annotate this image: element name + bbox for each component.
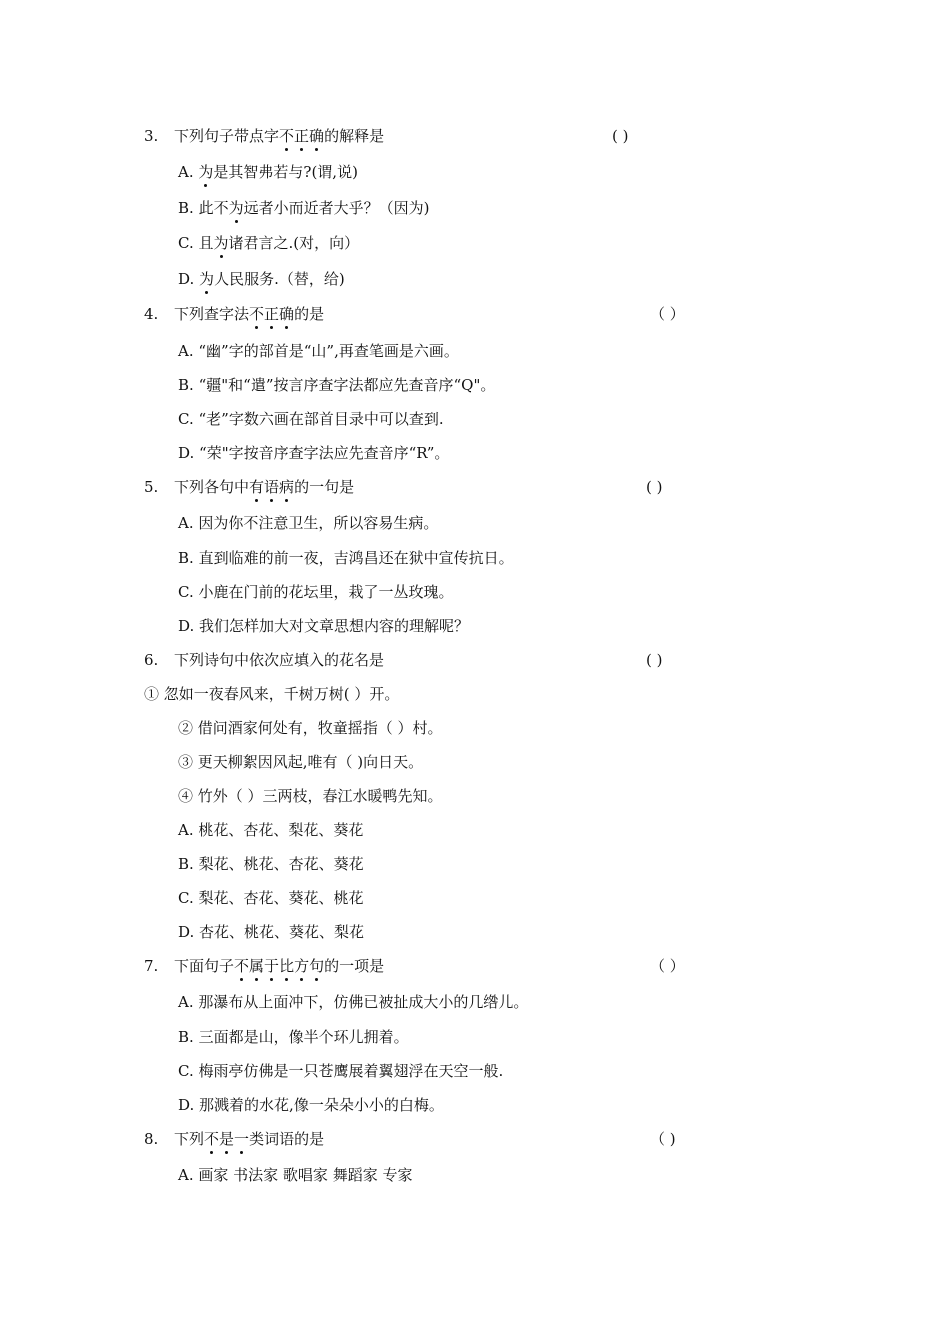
option-text: 小鹿在门前的花坛里，栽了一丛玫瑰。: [198, 583, 454, 601]
option-text: 是其智弗若与?(谓,说): [213, 163, 358, 181]
question-number: 7.: [144, 957, 159, 975]
question-6-option-a: [178, 820, 363, 842]
dotted-char: 属: [249, 957, 265, 975]
option-text: 杏花、桃花、葵花、梨花: [199, 923, 365, 941]
option-text: “幽”字的部首是“山”,再查笔画是六画。: [198, 342, 459, 360]
option-text: 直到临难的前一夜，吉鸿昌还在狱中宣传抗日。: [198, 549, 514, 567]
option-label: B.: [178, 376, 194, 394]
option-text: 梨花、桃花、杏花、葵花: [198, 855, 364, 873]
answer-blank[interactable]: （ ）: [650, 305, 685, 323]
question-6-option-d: [178, 922, 364, 944]
answer-blank[interactable]: ( ): [612, 127, 629, 145]
stem-text: 下面句子: [174, 957, 235, 975]
question-4-option-c: [178, 409, 444, 431]
poem-line-3: ③ 更天柳絮因风起,唯有（ )向日天。: [178, 753, 424, 771]
option-text: 诸君言之.(对，向）: [228, 234, 360, 252]
question-6-option-c: [178, 888, 364, 910]
option-label: D.: [178, 617, 195, 635]
option-label: A.: [178, 514, 194, 532]
option-text: 因为你不注意卫生，所以容易生病。: [198, 514, 439, 532]
option-text: “老”字数六画在部首目录中可以查到.: [198, 410, 444, 428]
dotted-char: 正: [294, 127, 310, 145]
question-number: 8.: [144, 1130, 159, 1148]
question-3-option-a: [178, 162, 358, 184]
dotted-char: 为: [198, 163, 214, 181]
dotted-char: 不: [204, 1130, 220, 1148]
dotted-char: 为: [199, 270, 215, 288]
question-3-option-b: [178, 198, 429, 220]
stem-text: 的一句是: [294, 478, 355, 496]
question-7-option-a: [178, 992, 528, 1014]
dotted-char: 方: [294, 957, 310, 975]
option-label: B.: [178, 549, 194, 567]
question-5-option-c: [178, 582, 454, 604]
question-number: 6.: [144, 651, 159, 669]
option-text: 远者小而近者大乎？（因为): [243, 199, 430, 217]
dotted-char: 语: [264, 478, 280, 496]
stem-text: 类词语的是: [249, 1130, 325, 1148]
stem-text: 的一项是: [324, 957, 385, 975]
option-text: 此不: [198, 199, 229, 217]
question-4-option-d: [178, 443, 449, 465]
question-8-stem: [144, 1129, 324, 1151]
question-6-stem: [144, 650, 384, 672]
dotted-char: 不: [234, 957, 250, 975]
stem-text: 下列: [174, 1130, 205, 1148]
question-7-option-b: [178, 1027, 409, 1049]
option-label: C.: [178, 234, 194, 252]
question-3-option-d: [178, 269, 345, 291]
option-label: D.: [178, 270, 195, 288]
option-text: 梅雨亭仿佛是一只苍鹰展着翼翅浮在天空一般.: [198, 1062, 504, 1080]
option-label: A.: [178, 993, 194, 1011]
dotted-char: 正: [264, 305, 280, 323]
option-text: “荣"字按音序查字法应先查音序“R”。: [199, 444, 450, 462]
option-label: A.: [178, 342, 194, 360]
answer-blank[interactable]: ( ): [646, 651, 663, 669]
option-text: 那溅着的水花,像一朵朵小小的白梅。: [199, 1096, 444, 1114]
question-number: 5.: [144, 478, 159, 496]
question-4-stem: [144, 304, 324, 326]
dotted-char: 有: [249, 478, 265, 496]
dotted-char: 不: [279, 127, 295, 145]
question-5-option-d: [178, 616, 469, 638]
option-text: 人民服务.（替，给): [214, 270, 345, 288]
dotted-char: 不: [249, 305, 265, 323]
dotted-char: 句: [309, 957, 325, 975]
stem-text: 的是: [294, 305, 325, 323]
stem-text: 下列句子带点字: [174, 127, 280, 145]
option-label: C.: [178, 583, 194, 601]
question-3-option-c: [178, 233, 359, 255]
stem-text: 下列诗句中依次应填入的花名是: [174, 651, 385, 669]
option-label: C.: [178, 1062, 194, 1080]
option-text: 那瀑布从上面冲下，仿佛已被扯成大小的几绺儿。: [198, 993, 529, 1011]
question-5-option-b: [178, 548, 514, 570]
dotted-char: 确: [309, 127, 325, 145]
option-text: 三面都是山，像半个环儿拥着。: [198, 1028, 409, 1046]
option-text: 梨花、杏花、葵花、桃花: [198, 889, 364, 907]
dotted-char: 于: [264, 957, 280, 975]
option-text: 画家 书法家 歌唱家 舞蹈家 专家: [198, 1166, 413, 1184]
option-text: 且: [198, 234, 214, 252]
poem-line-2: ② 借问酒家何处有，牧童摇指（ ）村。: [178, 719, 443, 737]
question-number: 3.: [144, 127, 159, 145]
dotted-char: 是: [219, 1130, 235, 1148]
question-number: 4.: [144, 305, 159, 323]
question-7-stem: [144, 956, 384, 978]
dotted-char: 病: [279, 478, 295, 496]
answer-blank[interactable]: （ ）: [650, 957, 685, 975]
option-label: A.: [178, 163, 194, 181]
option-label: D.: [178, 923, 195, 941]
question-7-option-c: [178, 1061, 503, 1083]
dotted-char: 一: [234, 1130, 250, 1148]
question-8-option-a: [178, 1165, 412, 1187]
question-4-option-a: [178, 341, 459, 363]
option-text: 桃花、杏花、梨花、葵花: [198, 821, 364, 839]
poem-line-4: ④ 竹外（ ）三两枝，春江水暖鸭先知。: [178, 787, 443, 805]
stem-text: 下列查字法: [174, 305, 250, 323]
option-text: “疆"和“遣”按言序查字法都应先查音序“Q"。: [198, 376, 496, 394]
dotted-char: 为: [213, 234, 229, 252]
question-6-option-b: [178, 854, 364, 876]
option-label: C.: [178, 410, 194, 428]
question-5-stem: [144, 477, 354, 499]
question-3-stem: [144, 126, 384, 148]
question-4-option-b: [178, 375, 495, 397]
poem-line-1: ① 忽如一夜春风来，千树万树( ）开。: [144, 685, 400, 703]
answer-blank[interactable]: ( ): [646, 478, 663, 496]
stem-text: 下列各句中: [174, 478, 250, 496]
option-text: 我们怎样加大对文章思想内容的理解呢？: [199, 617, 470, 635]
option-label: A.: [178, 1166, 194, 1184]
dotted-char: 比: [279, 957, 295, 975]
option-label: D.: [178, 444, 195, 462]
dotted-char: 为: [228, 199, 244, 217]
question-7-option-d: [178, 1095, 444, 1117]
stem-text: 的解释是: [324, 127, 385, 145]
answer-blank[interactable]: （ ): [650, 1130, 676, 1148]
option-label: C.: [178, 889, 194, 907]
question-5-option-a: [178, 513, 438, 535]
option-label: B.: [178, 1028, 194, 1046]
option-label: B.: [178, 199, 194, 217]
option-label: A.: [178, 821, 194, 839]
option-label: B.: [178, 855, 194, 873]
option-label: D.: [178, 1096, 195, 1114]
dotted-char: 确: [279, 305, 295, 323]
